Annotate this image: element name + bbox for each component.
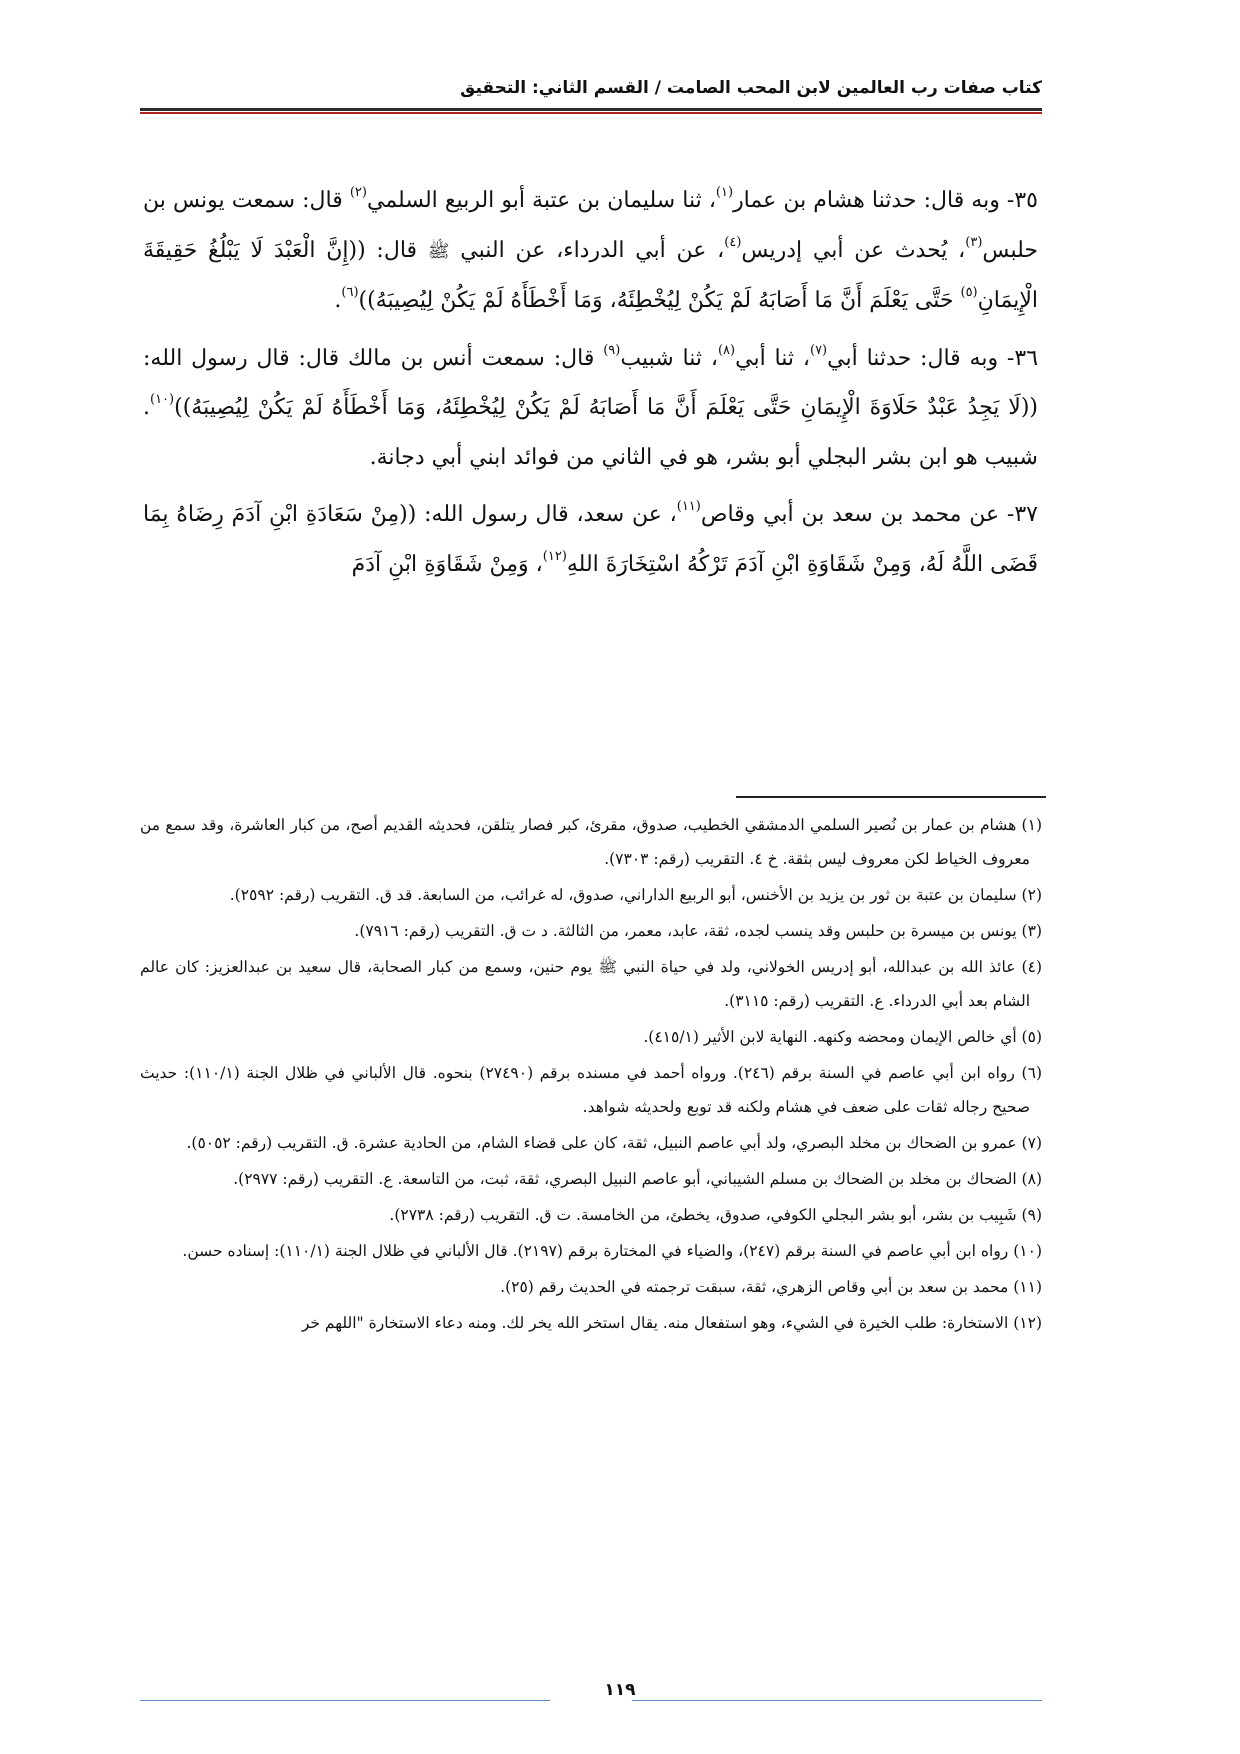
- text-run: ٣٧- عن محمد بن سعد بن أبي وقاص: [700, 502, 1038, 527]
- footnotes: [140, 808, 1042, 1342]
- text-run: ، يُحدث عن أبي إدريس: [741, 237, 966, 263]
- text-run: ، عن أبي الدرداء، عن النبي: [449, 237, 725, 263]
- footnote-ref-1[interactable]: (١): [715, 185, 734, 200]
- salawat-symbol: ﷺ: [427, 240, 450, 262]
- footnote-ref-6[interactable]: (٦): [341, 285, 359, 300]
- footnote-ref-11[interactable]: (١١): [676, 499, 701, 514]
- footnote-11: (١١) محمد بن سعد بن أبي وقاص الزهري، ثقة، سبقت ترجمته في الحديث رقم (٢٥).: [500, 1278, 1042, 1296]
- text-run: ، ثنا سليمان بن عتبة أبو الربيع السلمي: [366, 188, 716, 213]
- footnote-ref-4[interactable]: (٤): [724, 234, 742, 250]
- footnote-4: (٤) عائذ الله بن عبدالله، أبو إدريس الخولاني، ولد في حياة النبي ﷺ يوم حنين، وسمع من كبار الصحابة، قال سعيد بن عبدالعزيز: كان عالم الشام بعد أبي الدرداء. ع. التقريب (رقم: ٣١١٥).: [140, 958, 1042, 1010]
- page-number: ١١٩: [604, 1680, 636, 1700]
- footnote-1: (١) هشام بن عمار بن نُصير السلمي الدمشقي الخطيب، صدوق، مقرئ، كبر فصار يتلقن، فحديثه القديم أصح، من كبار العاشرة، وقد سمع من معروف الخياط لكن معروف ليس بثقة. خ ٤. التقريب (رقم: ٧٣٠٣).: [140, 816, 1042, 868]
- footnote-2: (٢) سليمان بن عتبة بن ثور بن يزيد بن الأخنس، أبو الربيع الداراني، صدوق، له غرائب، من السابعة. قد ق. التقريب (رقم: ٢٥٩٢).: [229, 886, 1042, 904]
- hadith-35: [143, 176, 1038, 326]
- main-text: [143, 176, 1038, 589]
- footer-rule-left: [140, 1700, 550, 1701]
- footnote-8: (٨) الضحاك بن مخلد بن الضحاك بن مسلم الشيباني، أبو عاصم النبيل البصري، ثقة، ثبت، من التاسعة. ع. التقريب (رقم: ٢٩٧٧).: [233, 1170, 1042, 1188]
- footnote-9: (٩) شَبِيب بن بشر، أبو بشر البجلي الكوفي، صدوق، يخطئ، من الخامسة. ت ق. التقريب (رقم: ٢٧٣٨).: [389, 1206, 1042, 1224]
- footnote-ref-5[interactable]: (٥): [960, 285, 978, 300]
- footnote-12: (١٢) الاستخارة: طلب الخيرة في الشيء، وهو استفعال منه. يقال استخر الله يخر لك. ومنه دعاء الاستخارة "اللهم خر: [301, 1314, 1042, 1332]
- text-run: ، عن سعد، قال رسول الله: ((مِنْ سَعَادَةِ ابْنِ آدَمَ رِضَاهُ بِمَا قَضَى اللَّهُ لَهُ، وَمِنْ شَقَاوَةِ ابْنِ آدَمَ تَرْكُهُ اسْتِخَارَةَ اللهِ: [143, 502, 1038, 577]
- footnote-6: (٦) رواه ابن أبي عاصم في السنة برقم (٢٤٦). ورواه أحمد في مسنده برقم (٢٧٤٩٠) بنحوه. قال الألباني في ظلال الجنة (١١٠/١): حديث صحيح رجاله ثقات على ضعف في هشام ولكنه قد توبع ولحديثه شواهد.: [140, 1064, 1042, 1116]
- text-run: ، وَمِنْ شَقَاوَةِ ابْنِ آدَمَ: [351, 551, 543, 577]
- footnote-ref-9[interactable]: (٩): [603, 342, 621, 358]
- running-header-title: كتاب صفات رب العالمين لابن المحب الصامت / القسم الثاني: التحقيق: [460, 78, 1042, 98]
- footnote-5: (٥) أي خالص الإيمان ومحضه وكنهه. النهاية لابن الأثير (٤١٥/١).: [643, 1028, 1042, 1046]
- text-run: ، ثنا أبي: [735, 345, 810, 371]
- text-run: حَتَّى يَعْلَمَ أَنَّ مَا أَصَابَهُ لَمْ يَكُنْ لِيُخْطِئَهُ، وَمَا أَخْطَأَهُ لَمْ يَكُنْ لِيُصِيبَهُ)): [358, 288, 961, 313]
- footnote-ref-10[interactable]: (١٠): [150, 392, 175, 407]
- header-rule-red: [140, 112, 1042, 114]
- text-run: قال: ((إِنَّ الْعَبْدَ لَا يَبْلُغُ حَقِيقَةَ الْإِيمَانِ: [143, 237, 1038, 313]
- text-run: . شبيب هو ابن بشر البجلي أبو بشر، هو في الثاني من فوائد ابني أبي دجانة.: [143, 395, 1038, 470]
- footnote-ref-12[interactable]: (١٢): [542, 548, 567, 564]
- footnote-separator: [736, 796, 1046, 798]
- text-run: .: [334, 288, 342, 313]
- hadith-37: [143, 490, 1038, 589]
- text-run: قال: سمعت أنس بن مالك قال: قال رسول الله: ((لَا يَجِدُ عَبْدٌ حَلَاوَةَ الْإِيمَانِ حَتَّى يَعْلَمَ أَنَّ مَا أَصَابَهُ لَمْ يَكُنْ لِيُخْطِئَهُ، وَمَا أَخْطَأَهُ لَمْ يَكُنْ لِيُصِيبَهُ)): [143, 345, 1038, 420]
- footnote-ref-2[interactable]: (٢): [349, 185, 367, 200]
- hadith-36: [143, 334, 1038, 483]
- footnote-3: (٣) يونس بن ميسرة بن حلبس وقد ينسب لجده، ثقة، عابد، معمر، من الثالثة. د ت ق. التقريب (رقم: ٧٩١٦).: [354, 922, 1042, 940]
- footnote-7: (٧) عمرو بن الضحاك بن مخلد البصري، ولد أبي عاصم النبيل، ثقة، كان على قضاء الشام، من الحادية عشرة. ق. التقريب (رقم: ٥٠٥٢).: [186, 1134, 1042, 1152]
- text-run: ٣٥- وبه قال: حدثنا هشام بن عمار: [733, 188, 1038, 213]
- footnote-ref-3[interactable]: (٣): [965, 234, 983, 250]
- footer-rule-right: [632, 1700, 1042, 1701]
- text-run: ، ثنا شبيب: [620, 345, 718, 371]
- footnote-ref-8[interactable]: (٨): [717, 342, 736, 358]
- text-run: ٣٦- وبه قال: حدثنا أبي: [827, 345, 1039, 371]
- footnote-ref-7[interactable]: (٧): [809, 342, 828, 358]
- header-rule-dark: [140, 108, 1042, 111]
- text-run: قال: سمعت يونس بن حلبس: [143, 188, 1038, 263]
- footnote-10: (١٠) رواه ابن أبي عاصم في السنة برقم (٢٤٧)، والضياء في المختارة برقم (٢١٩٧). قال الألباني في ظلال الجنة (١١٠/١): إسناده حسن.: [182, 1242, 1042, 1260]
